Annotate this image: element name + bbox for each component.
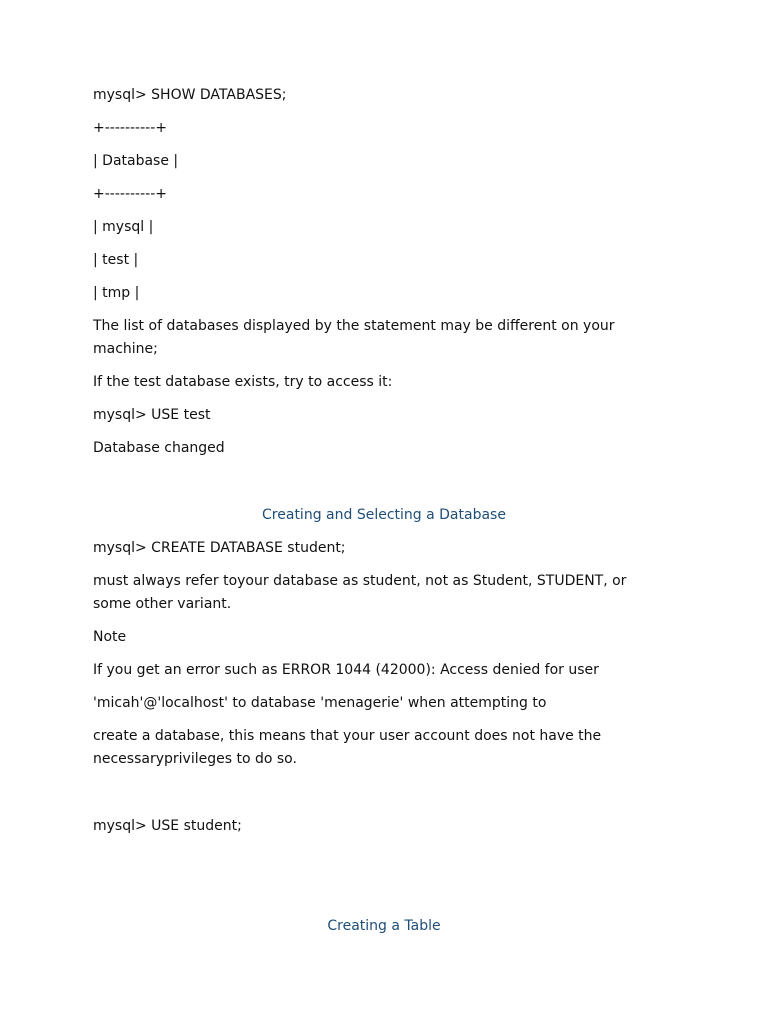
code-line: +----------+ <box>93 120 167 136</box>
paragraph: must always refer toyour database as student, not as Student, STUDENT, or some other variant. <box>93 573 627 612</box>
code-line: mysql> USE test <box>93 407 211 423</box>
code-line: mysql> CREATE DATABASE student; <box>93 540 346 556</box>
paragraph: create a database, this means that your user account does not have the necessaryprivileges to do so. <box>93 728 602 767</box>
code-line: mysql> USE student; <box>93 818 242 834</box>
code-line: | mysql | <box>93 219 154 235</box>
section-heading-database: Creating and Selecting a Database <box>262 507 506 523</box>
code-line: | test | <box>93 252 139 268</box>
paragraph: The list of databases displayed by the statement may be different on your machine; <box>93 318 615 357</box>
section-heading-table: Creating a Table <box>327 918 441 934</box>
code-line: | Database | <box>93 153 179 169</box>
paragraph: If you get an error such as ERROR 1044 (42000): Access denied for user <box>93 662 599 678</box>
code-line: | tmp | <box>93 285 140 301</box>
paragraph: If the test database exists, try to access it: <box>93 374 393 390</box>
paragraph: 'micah'@'localhost' to database 'menagerie' when attempting to <box>93 695 547 711</box>
code-line: +----------+ <box>93 186 167 202</box>
paragraph: Database changed <box>93 440 225 456</box>
code-line: mysql> SHOW DATABASES; <box>93 87 287 103</box>
note-label: Note <box>93 629 127 645</box>
